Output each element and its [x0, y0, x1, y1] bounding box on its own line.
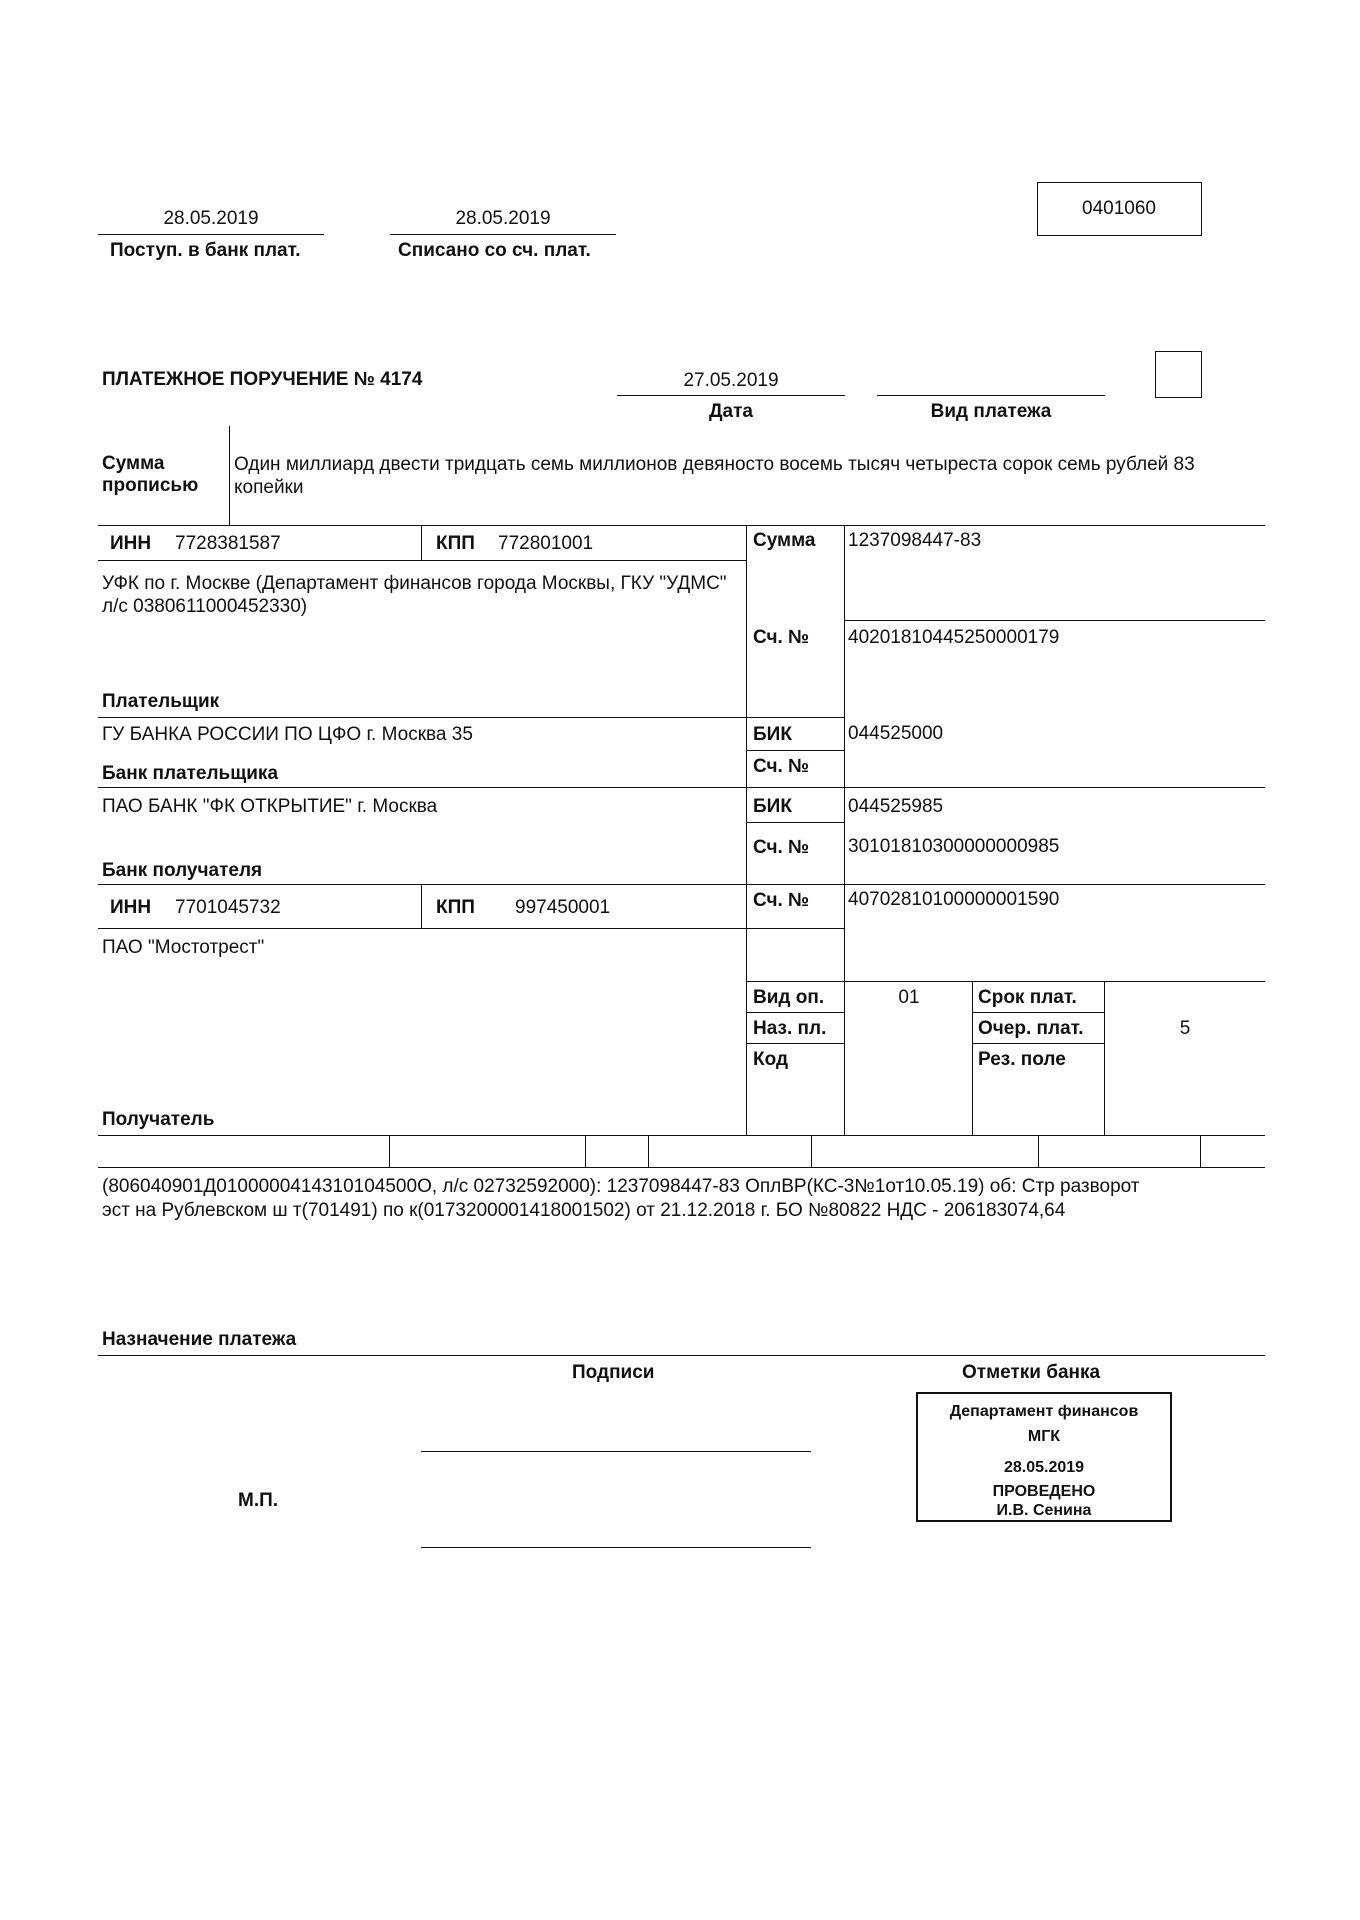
form-code: 0401060 — [1082, 198, 1156, 219]
sum-label: Сумма — [753, 530, 816, 551]
debited-date: 28.05.2019 — [455, 208, 551, 229]
purpose-code-label: Наз. пл. — [753, 1018, 827, 1039]
payee-inn-kpp-divider — [421, 884, 422, 928]
op-type-label: Вид оп. — [753, 987, 825, 1008]
purpose-bottom-line — [98, 1355, 1265, 1356]
payer-inn-row-line — [98, 560, 746, 561]
reserve-label: Рез. поле — [978, 1049, 1066, 1070]
payer-bank-bik-label: БИК — [753, 724, 792, 745]
budget-cell-divider-4 — [811, 1135, 812, 1167]
payee-label: Получатель — [102, 1109, 215, 1130]
received-date-line — [98, 234, 324, 235]
payee-kpp-label: КПП — [436, 897, 475, 918]
payee-account-line — [746, 928, 844, 929]
received-date: 28.05.2019 — [163, 208, 259, 229]
payee-bank-bik: 044525985 — [848, 796, 944, 817]
payer-account: 40201810445250000179 — [848, 627, 1060, 648]
order-date-line — [617, 395, 845, 396]
payee-bank-name: ПАО БАНК "ФК ОТКРЫТИЕ" г. Москва — [102, 796, 438, 817]
payee-bank-bottom-line — [98, 884, 1265, 885]
term-label: Срок плат. — [978, 987, 1077, 1008]
order-date: 27.05.2019 — [683, 370, 779, 391]
payer-inn-kpp-divider — [421, 525, 422, 560]
payer-bank-label: Банк плательщика — [102, 763, 279, 784]
budget-cell-divider-1 — [389, 1135, 390, 1167]
stamp-line-1: Департамент финансов — [949, 1403, 1139, 1420]
payer-bank-bik: 044525000 — [848, 723, 944, 744]
amount-words-label-1: Сумма — [102, 453, 165, 474]
codes-row-line-2 — [746, 1043, 844, 1044]
grid-col-labels-right — [844, 525, 845, 1135]
payee-inn-label: ИНН — [110, 897, 152, 918]
budget-cell-divider-3 — [648, 1135, 649, 1167]
payee-inn: 7701045732 — [175, 897, 281, 918]
received-label: Поступ. в банк плат. — [110, 240, 301, 261]
order-date-label: Дата — [709, 401, 753, 422]
debited-label: Списано со сч. плат. — [398, 240, 591, 261]
amount-words-divider — [229, 426, 230, 526]
amount-words-text: Один миллиард двести тридцать семь миллионов девяносто восемь тысяч четыреста сорок семь рублей 83 копейки — [234, 454, 1195, 498]
code-label: Код — [753, 1049, 789, 1070]
payee-account-label: Сч. № — [753, 890, 810, 911]
order-title: ПЛАТЕЖНОЕ ПОРУЧЕНИЕ № 4174 — [102, 369, 423, 390]
payer-bank-account-label: Сч. № — [753, 756, 810, 777]
payment-type-line — [877, 395, 1105, 396]
priority-label: Очер. плат. — [978, 1018, 1084, 1039]
amount-words-label-2: прописью — [102, 475, 199, 496]
budget-cell-divider-2 — [585, 1135, 586, 1167]
sum-row-line — [844, 620, 1265, 621]
payer-inn: 7728381587 — [175, 533, 281, 554]
payer-name: УФК по г. Москве (Департамент финансов города Москвы, ГКУ "УДМС" л/с 0380611000452330) — [102, 573, 727, 617]
payment-type-label: Вид платежа — [930, 401, 1052, 422]
codes-col-divider-2 — [1104, 981, 1105, 1135]
stamp-line-3: 28.05.2019 — [1003, 1459, 1085, 1476]
payee-bank-label: Банк получателя — [102, 860, 263, 881]
sum-value: 1237098447-83 — [848, 530, 982, 551]
bank-stamp — [916, 1392, 1172, 1522]
stamp-line-2: МГК — [1027, 1428, 1061, 1445]
signatures-label: Подписи — [572, 1362, 655, 1383]
payer-inn-label: ИНН — [110, 533, 152, 554]
budget-cell-divider-5 — [1038, 1135, 1039, 1167]
payee-kpp: 997450001 — [515, 897, 611, 918]
op-type: 01 — [898, 987, 920, 1008]
budget-row-bottom-line — [98, 1167, 1265, 1168]
mp-label: М.П. — [238, 1490, 279, 1511]
codes-row-line-1 — [746, 1012, 844, 1013]
signature-line-2 — [421, 1547, 811, 1548]
grid-col-labels-left — [746, 525, 747, 1135]
stamp-line-4: ПРОВЕДЕНО — [992, 1483, 1096, 1500]
bik-row-line-2 — [746, 822, 844, 823]
payer-kpp: 772801001 — [498, 533, 594, 554]
grid-bottom-line — [98, 1135, 1265, 1136]
debited-date-line — [390, 234, 616, 235]
stamp-line-5: И.В. Сенина — [996, 1502, 1092, 1519]
codes-col-divider-1 — [972, 981, 973, 1135]
codes-top-line — [746, 981, 1265, 982]
payee-name: ПАО "Мостотрест" — [102, 937, 265, 958]
purpose-line-2: эст на Рублевском ш т(701491) по к(0173200001418001502) от 21.12.2018 г. БО №80822 НДС - 206183074,64 — [102, 1200, 1066, 1221]
payee-bank-account: 30101810300000000985 — [848, 836, 1060, 857]
payee-bank-account-label: Сч. № — [753, 837, 810, 858]
budget-cell-divider-6 — [1200, 1135, 1201, 1167]
priority-value: 5 — [1179, 1018, 1191, 1039]
payer-bank-bottom-line — [98, 787, 1265, 788]
payer-bank-name: ГУ БАНКА РОССИИ ПО ЦФО г. Москва 35 — [102, 724, 473, 745]
payer-label: Плательщик — [102, 691, 220, 712]
grid-top-line — [98, 525, 1265, 526]
bank-marks-label: Отметки банка — [962, 1362, 1101, 1383]
payer-bottom-line — [98, 717, 844, 718]
payer-kpp-label: КПП — [436, 533, 475, 554]
codes-row-line-1b — [972, 1012, 1104, 1013]
payment-type-box — [1155, 351, 1202, 398]
payer-account-label: Сч. № — [753, 627, 810, 648]
purpose-label: Назначение платежа — [102, 1329, 297, 1350]
signature-line-1 — [421, 1451, 811, 1452]
form-code-box — [1037, 182, 1202, 236]
codes-row-line-2b — [972, 1043, 1104, 1044]
payee-inn-row-line — [98, 928, 746, 929]
payee-bank-bik-label: БИК — [753, 796, 792, 817]
payee-account: 40702810100000001590 — [848, 889, 1060, 910]
bik-row-line-1 — [746, 750, 844, 751]
purpose-line-1: (806040901Д0100000414310104500О, л/с 02732592000): 1237098447-83 ОплВР(КС-3№1от10.05.19) об: Стр разворот — [102, 1176, 1140, 1197]
